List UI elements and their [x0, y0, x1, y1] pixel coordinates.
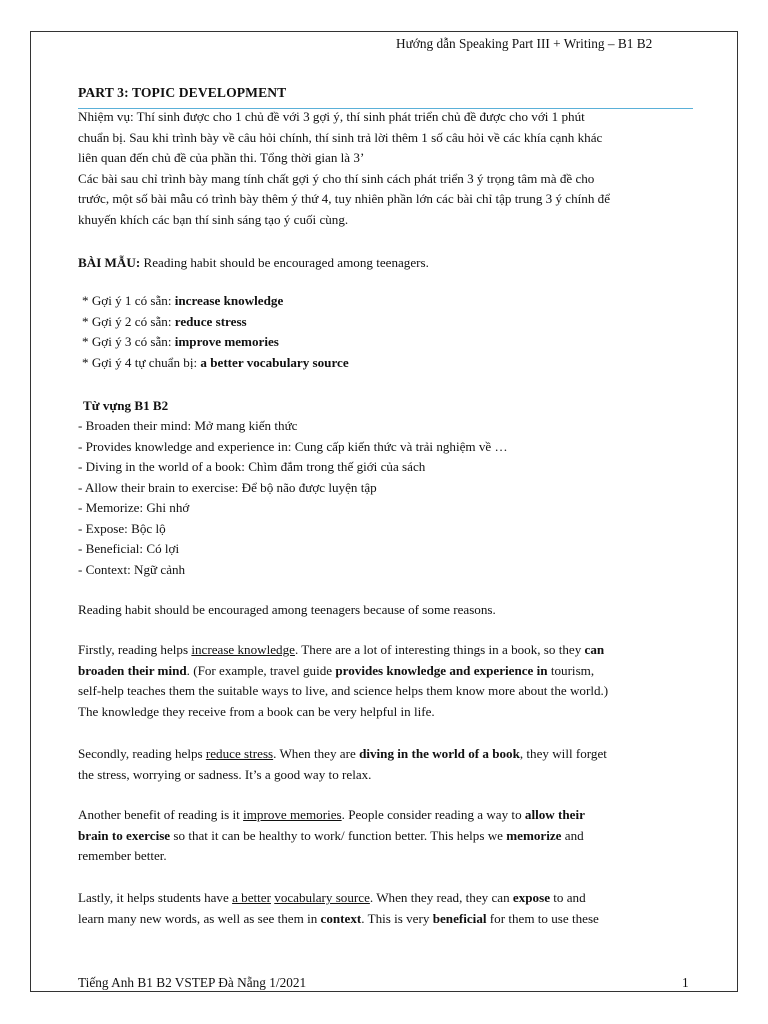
page-number: 1 [682, 975, 689, 990]
hint-item [82, 332, 712, 353]
key-point: increase knowledge [191, 642, 295, 657]
vocab-highlight: broaden their mind [78, 662, 187, 678]
text-run: so that it can be healthy to work/ function better. This helps we [170, 827, 507, 843]
vocab-highlight: can [584, 642, 605, 657]
essay-paragraph-1 [78, 640, 708, 722]
essay-paragraph-4 [78, 888, 708, 929]
text-line: The knowledge they receive from a book can be very helpful in life. [78, 703, 435, 719]
vocab-item: - Broaden their mind: Mở mang kiến thức [78, 418, 298, 433]
section-title: PART 3: TOPIC DEVELOPMENT [78, 85, 287, 100]
text-line [78, 805, 708, 826]
footer-text: Tiếng Anh B1 B2 VSTEP Đà Nẵng 1/2021 [78, 975, 307, 990]
vocab-highlight: memorize [506, 827, 562, 843]
text-line: liên quan đến chủ đề của phần thi. Tổng thời gian là 3’ [78, 150, 365, 165]
key-point: a better [232, 890, 271, 905]
vocab-highlight: context [320, 910, 362, 926]
key-point: vocabulary source [274, 890, 370, 905]
text-line [78, 826, 708, 847]
text-run: . When they read, they can [369, 890, 513, 905]
sample-topic-text: Reading habit should be encouraged among teenagers. [140, 255, 429, 270]
vocab-highlight: brain to exercise [78, 827, 171, 843]
text-line: Các bài sau chỉ trình bày mang tính chất gợi ý cho thí sinh cách phát triển 3 ý trọng tâm mà đề cho [78, 170, 595, 186]
hint-value: increase knowledge [174, 293, 284, 308]
vocab-item: - Beneficial: Có lợi [78, 541, 180, 556]
vocab-item: - Memorize: Ghi nhớ [78, 500, 190, 515]
text-line [78, 888, 708, 909]
text-run: Lastly, it helps students have [78, 890, 233, 905]
vocab-highlight: expose [512, 890, 551, 905]
text-line: khuyến khích các bạn thí sinh sáng tạo ý cuối cùng. [78, 211, 349, 227]
text-run: Firstly, reading helps [78, 642, 192, 657]
task-description [78, 107, 708, 230]
essay-intro: Reading habit should be encouraged among teenagers because of some reasons. [78, 602, 496, 617]
hint-value: a better vocabulary source [200, 354, 349, 370]
vocab-item: - Expose: Bộc lộ [78, 520, 166, 536]
text-line: the stress, worrying or sadness. It’s a good way to relax. [78, 766, 372, 782]
text-line: chuẩn bị. Sau khi trình bày về câu hỏi chính, thí sinh trả lời thêm 1 số câu hỏi về các khía cạnh khác [78, 129, 603, 145]
text-run: . This is very [361, 910, 433, 926]
text-line: self-help teaches them the suitable ways to live, and science helps them know more about the world.) [78, 683, 609, 698]
essay-paragraph-2 [78, 744, 708, 785]
vocab-highlight: allow their [524, 807, 585, 822]
hint-item [82, 291, 712, 312]
key-point: reduce stress [205, 746, 274, 761]
hint-item [82, 312, 712, 333]
hint-list [82, 291, 712, 373]
vocab-highlight: diving in the world of a book [359, 746, 520, 761]
text-run: Secondly, reading helps [78, 746, 206, 761]
vocab-list [78, 416, 708, 580]
vocab-item: - Context: Ngữ cảnh [78, 561, 186, 577]
text-run: Another benefit of reading is it [78, 807, 244, 822]
essay-paragraph-3 [78, 805, 708, 867]
text-line [78, 744, 708, 765]
running-header: Hướng dẫn Speaking Part III + Writing – B1 B2 [396, 36, 653, 51]
vocab-title [83, 396, 168, 417]
text-line: Nhiệm vụ: Thí sinh được cho 1 chủ đề với 3 gợi ý, thí sinh phát triển chủ đề được cho với 1 phút [78, 109, 585, 124]
hint-value: reduce stress [174, 313, 247, 329]
sample-topic [78, 253, 429, 274]
text-line: trước, một số bài mẫu có trình bày thêm ý thứ 4, tuy nhiên phần lớn các bài chỉ tập trung 3 ý chính để [78, 191, 611, 206]
text-run: . There are a lot of interesting things in a book, so they [294, 642, 585, 657]
key-point: improve memories [243, 807, 342, 822]
text-run: tourism, [547, 662, 595, 678]
vocab-title-text: Từ vựng B1 B2 [83, 398, 169, 413]
text-run: , they will forget [519, 746, 607, 761]
text-run: to and [550, 890, 586, 905]
text-run: learn many new words, as well as see them in [78, 910, 321, 926]
text-run: and [561, 827, 584, 843]
text-run: for them to use these [486, 910, 599, 926]
sample-label: BÀI MẪU: [78, 255, 141, 270]
vocab-item: - Diving in the world of a book: Chìm đắm trong thế giới của sách [78, 459, 426, 474]
hint-prefix: * Gợi ý 2 có sẵn: [82, 313, 175, 329]
text-line [78, 640, 708, 661]
text-run: . When they are [273, 746, 360, 761]
text-run: . People consider reading a way to [341, 807, 525, 822]
vocab-highlight: beneficial [432, 910, 487, 926]
text-run: . (For example, travel guide [186, 662, 336, 678]
text-line: remember better. [78, 848, 167, 863]
hint-item [82, 353, 712, 374]
hint-prefix: * Gợi ý 3 có sẵn: [82, 334, 175, 349]
vocab-item: - Provides knowledge and experience in: Cung cấp kiến thức và trải nghiệm về … [78, 438, 508, 454]
vocab-item: - Allow their brain to exercise: Để bộ não được luyện tập [78, 479, 377, 495]
text-line [78, 909, 708, 930]
hint-prefix: * Gợi ý 4 tự chuẩn bị: [82, 354, 201, 370]
hint-prefix: * Gợi ý 1 có sẵn: [82, 293, 175, 308]
vocab-highlight: provides knowledge and experience in [335, 662, 548, 678]
text-line [78, 661, 708, 682]
hint-value: improve memories [174, 334, 279, 349]
